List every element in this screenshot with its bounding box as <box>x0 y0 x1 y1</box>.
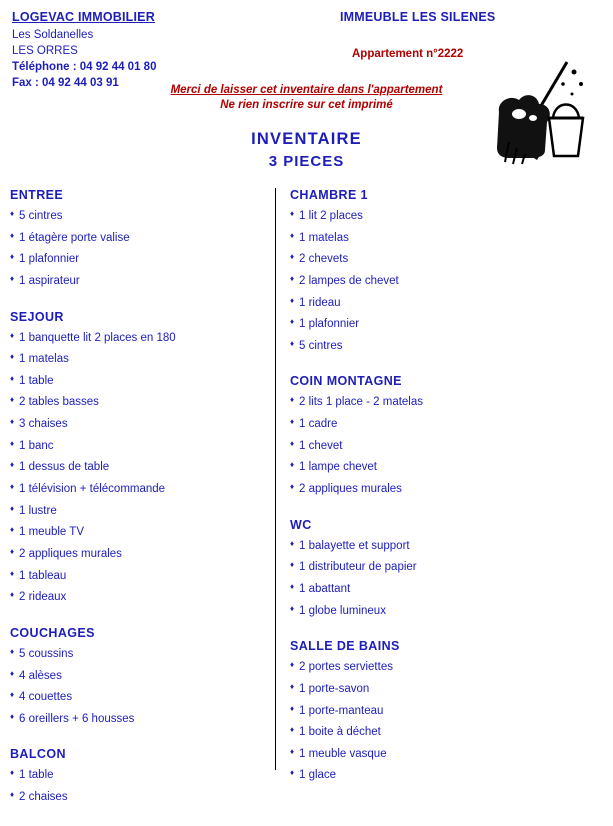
list-item: ♦ 2 rideaux <box>10 591 260 604</box>
list-item: ♦ 1 banquette lit 2 places en 180 <box>10 332 260 345</box>
list-item: ♦ 1 télévision + télécommande <box>10 483 260 496</box>
list-item: ♦ 1 chevet <box>290 440 580 453</box>
company-phone: Téléphone : 04 92 44 01 80 <box>12 61 157 73</box>
section-title: SALLE DE BAINS <box>290 639 400 654</box>
section-title: WC <box>290 517 312 532</box>
left-column <box>10 188 260 826</box>
list-item: ♦ 1 porte-manteau <box>290 705 580 718</box>
list-item: ♦ 1 lustre <box>10 505 260 518</box>
list-item: ♦ 2 appliques murales <box>10 548 260 561</box>
list-item: ♦ 5 cintres <box>290 340 580 353</box>
list-item: ♦ 4 couettes <box>10 691 260 704</box>
section-chambre-1 <box>290 188 580 352</box>
section-couchages <box>10 626 260 726</box>
section-title: SEJOUR <box>10 309 64 324</box>
section-sejour <box>10 310 260 604</box>
notice-line-2: Ne rien inscrire sur cet imprimé <box>220 99 393 111</box>
list-item: ♦ 1 lit 2 places <box>290 210 580 223</box>
list-item: ♦ 1 plafonnier <box>290 318 580 331</box>
company-address: Les Soldanelles <box>12 29 94 41</box>
list-item: ♦ 2 portes serviettes <box>290 661 580 674</box>
building-block <box>340 10 540 60</box>
list-item: ♦ 1 tableau <box>10 570 260 583</box>
company-city: LES ORRES <box>12 45 78 57</box>
page-title: INVENTAIRE <box>251 130 362 148</box>
section-title: COUCHAGES <box>10 625 95 640</box>
section-title: CHAMBRE 1 <box>290 188 368 202</box>
list-item: ♦ 1 cadre <box>290 418 580 431</box>
apartment-number: Appartement n°2222 <box>352 48 464 60</box>
list-item: ♦ 1 banc <box>10 440 260 453</box>
list-item: ♦ 6 oreillers + 6 housses <box>10 713 260 726</box>
list-item: ♦ 4 alèses <box>10 670 260 683</box>
column-divider <box>275 188 276 770</box>
list-item: ♦ 1 rideau <box>290 297 580 310</box>
list-item: ♦ 1 table <box>10 769 260 782</box>
list-item: ♦ 1 matelas <box>10 353 260 366</box>
list-item: ♦ 2 chevets <box>290 253 580 266</box>
company-fax: Fax : 04 92 44 03 91 <box>12 77 119 89</box>
list-item: ♦ 1 balayette et support <box>290 540 580 553</box>
page-subtitle: 3 PIECES <box>268 153 345 170</box>
company-name: LOGEVAC IMMOBILIER <box>12 10 155 24</box>
list-item: ♦ 1 abattant <box>290 583 580 596</box>
notice-line-1: Merci de laisser cet inventaire dans l'appartement <box>170 84 443 96</box>
inventory-columns <box>10 188 603 804</box>
list-item: ♦ 1 globe lumineux <box>290 605 580 618</box>
list-item: ♦ 1 étagère porte valise <box>10 232 260 245</box>
list-item: ♦ 1 porte-savon <box>290 683 580 696</box>
section-title: ENTREE <box>10 188 64 202</box>
right-column <box>290 188 580 804</box>
list-item: ♦ 1 table <box>10 375 260 388</box>
section-balcon <box>10 747 260 803</box>
list-item: ♦ 1 meuble TV <box>10 526 260 539</box>
list-item: ♦ 1 distributeur de papier <box>290 561 580 574</box>
section-wc <box>290 518 580 618</box>
list-item: ♦ 2 chaises <box>10 791 260 804</box>
company-block <box>12 10 312 93</box>
list-item: ♦ 1 lampe chevet <box>290 461 580 474</box>
list-item: ♦ 2 lampes de chevet <box>290 275 580 288</box>
list-item: ♦ 1 plafonnier <box>10 253 260 266</box>
list-item: ♦ 2 appliques murales <box>290 483 580 496</box>
section-title: COIN MONTAGNE <box>290 374 402 389</box>
section-entree <box>10 188 260 288</box>
list-item: ♦ 5 cintres <box>10 210 260 223</box>
list-item: ♦ 1 matelas <box>290 232 580 245</box>
list-item: ♦ 1 aspirateur <box>10 275 260 288</box>
list-item: ♦ 1 meuble vasque <box>290 748 580 761</box>
section-coin-montagne <box>290 374 580 495</box>
list-item: ♦ 2 tables basses <box>10 396 260 409</box>
section-title: BALCON <box>10 747 66 762</box>
building-name: IMMEUBLE LES SILENES <box>340 10 496 24</box>
list-item: ♦ 2 lits 1 place - 2 matelas <box>290 396 580 409</box>
list-item: ♦ 1 glace <box>290 769 580 782</box>
list-item: ♦ 1 boite à déchet <box>290 726 580 739</box>
list-item: ♦ 1 dessus de table <box>10 461 260 474</box>
section-salle-de-bains <box>290 639 580 782</box>
cleaning-bucket-broom-icon <box>475 58 595 166</box>
list-item: ♦ 3 chaises <box>10 418 260 431</box>
list-item: ♦ 5 coussins <box>10 648 260 661</box>
